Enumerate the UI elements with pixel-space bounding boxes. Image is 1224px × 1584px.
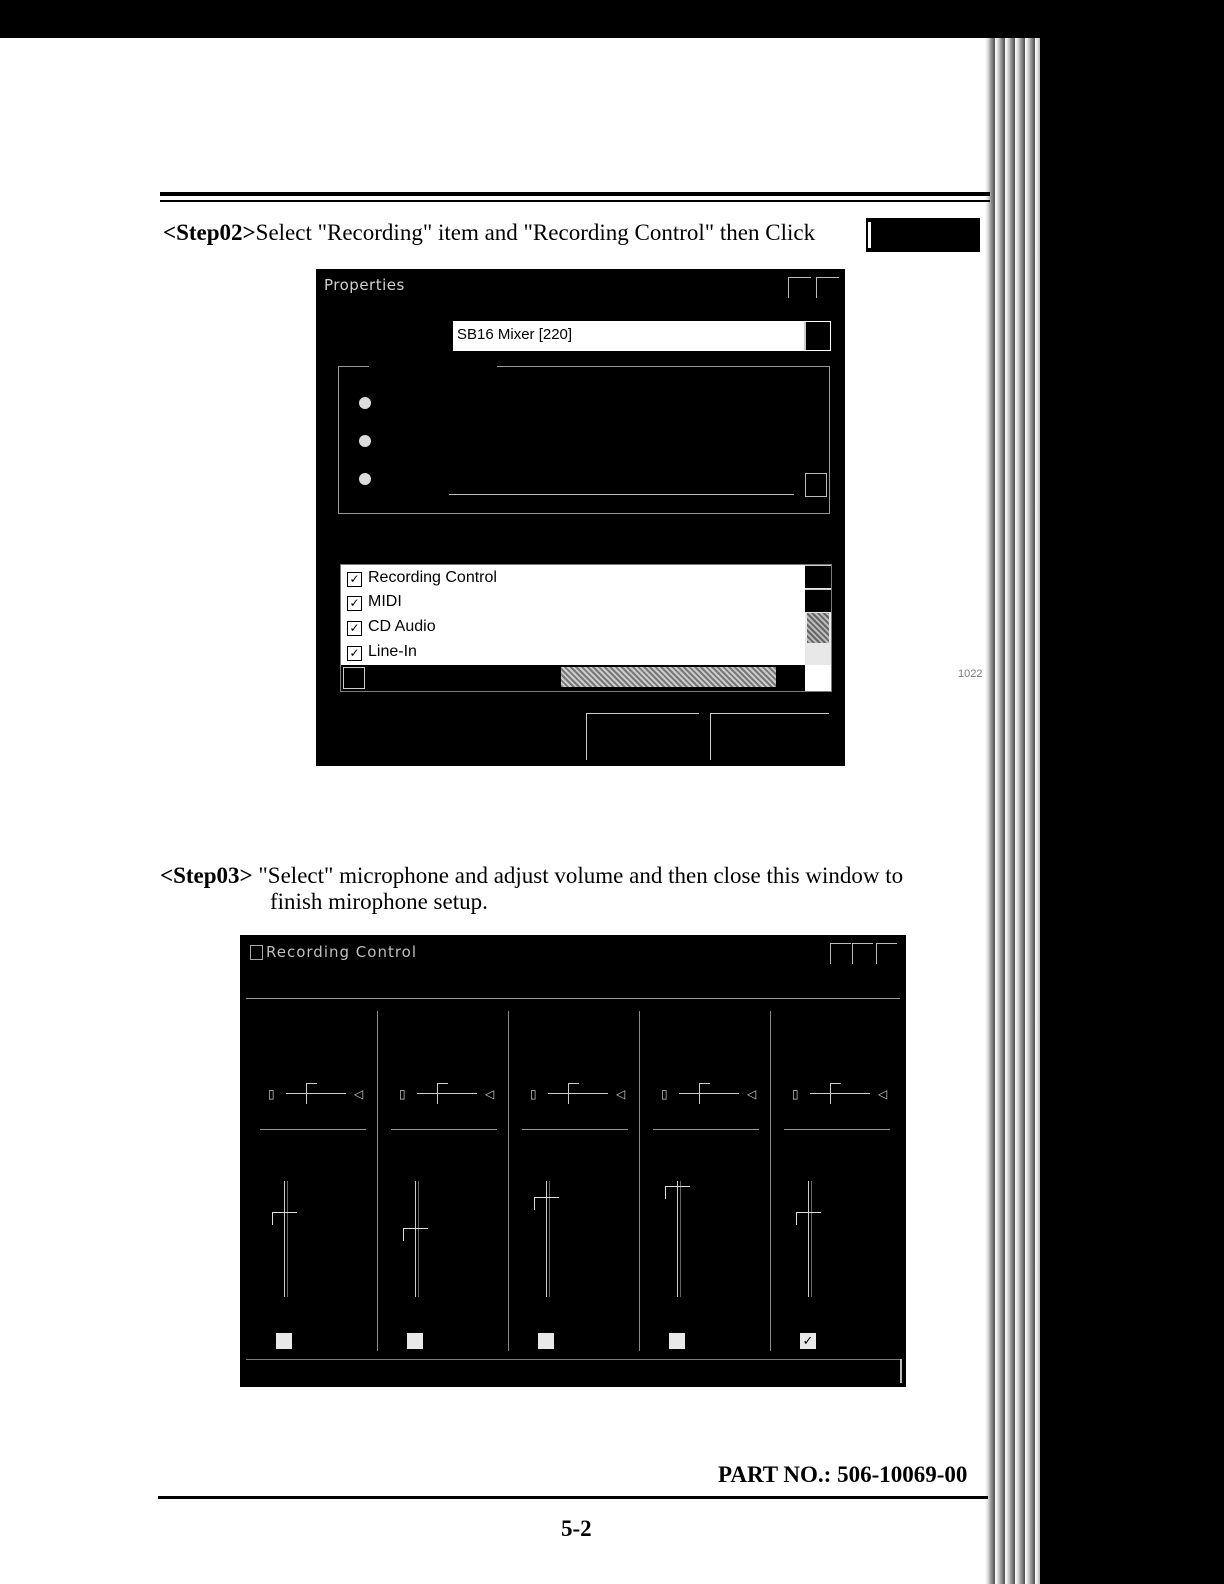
balance-separator (522, 1129, 628, 1130)
recording-control-window (240, 935, 906, 1387)
volume-thumb[interactable] (272, 1212, 297, 1225)
scan-right-border (1040, 38, 1224, 1584)
select-checkbox[interactable] (276, 1333, 292, 1349)
speaker-left-icon: ▯ (268, 1087, 275, 1101)
resize-grip[interactable] (900, 1359, 902, 1383)
minimize-button[interactable] (830, 943, 851, 964)
footer-rule (158, 1496, 988, 1499)
speaker-left-icon: ▯ (792, 1087, 799, 1101)
help-button[interactable] (788, 277, 811, 298)
volume-thumb[interactable] (665, 1186, 690, 1199)
balance-slider[interactable] (792, 1083, 888, 1103)
step02-text: Select "Recording" item and "Recording Control" then Click (255, 220, 816, 245)
select-checkbox[interactable] (538, 1333, 554, 1349)
speaker-left-icon: ▯ (399, 1087, 406, 1101)
properties-dialog-title: Properties (324, 276, 405, 294)
checkbox-cd-audio[interactable]: ✓ (347, 621, 362, 636)
channel-strip (516, 1011, 634, 1351)
channel-separator (639, 1011, 640, 1351)
speaker-left-icon: ▯ (530, 1087, 537, 1101)
balance-slider[interactable] (399, 1083, 495, 1103)
channel-strip (385, 1011, 503, 1351)
page-number: 5-2 (561, 1516, 592, 1541)
balance-slider[interactable] (268, 1083, 364, 1103)
channel-strip (647, 1011, 765, 1351)
volume-thumb[interactable] (534, 1197, 559, 1210)
list-item-label: Line-In (368, 643, 417, 660)
volume-track[interactable] (808, 1181, 809, 1297)
checkbox-midi[interactable]: ✓ (347, 596, 362, 611)
cancel-button[interactable] (710, 713, 829, 760)
balance-slider[interactable] (530, 1083, 626, 1103)
step02-label: <Step02> (163, 220, 256, 245)
list-horizontal-scrollbar[interactable] (341, 665, 805, 691)
channel-separator (770, 1011, 771, 1351)
balance-thumb[interactable] (568, 1083, 579, 1104)
balance-slider[interactable] (661, 1083, 757, 1103)
channel-separator (377, 1011, 378, 1351)
other-dropdown-button[interactable] (805, 473, 827, 497)
mixer-device-value: SB16 Mixer [220] (457, 326, 573, 343)
balance-separator (260, 1129, 366, 1130)
checkbox-recording-control[interactable]: ✓ (347, 572, 362, 587)
status-bar-separator (246, 1359, 900, 1360)
speaker-right-icon: ◁ (485, 1087, 495, 1101)
step02-button-image (866, 218, 980, 252)
channel-separator (508, 1011, 509, 1351)
scan-edge-shadow (985, 38, 1045, 1584)
radio-playback[interactable] (359, 397, 371, 409)
list-item[interactable] (347, 569, 497, 587)
list-item-label: CD Audio (368, 618, 436, 635)
step03-text-line2: finish mirophone setup. (270, 889, 488, 914)
volume-track-shadow (811, 1181, 812, 1297)
speaker-right-icon: ◁ (747, 1087, 757, 1101)
balance-thumb[interactable] (830, 1083, 841, 1104)
radio-recording[interactable] (359, 435, 371, 447)
scroll-down-button[interactable] (805, 589, 831, 612)
step03-label: <Step03> (160, 863, 253, 888)
radio-other[interactable] (359, 473, 371, 485)
scroll-up-button[interactable] (805, 565, 831, 588)
ok-button[interactable] (586, 713, 699, 760)
close-button[interactable] (816, 277, 839, 298)
checkbox-line-in[interactable]: ✓ (347, 646, 362, 661)
recording-control-title: Recording Control (266, 943, 418, 961)
speaker-right-icon: ◁ (354, 1087, 364, 1101)
scan-top-border (0, 0, 1224, 38)
speaker-left-icon: ▯ (661, 1087, 668, 1101)
volume-track[interactable] (284, 1181, 285, 1297)
scroll-left-button[interactable] (343, 667, 365, 689)
balance-separator (653, 1129, 759, 1130)
balance-thumb[interactable] (306, 1083, 317, 1104)
maximize-button[interactable] (852, 943, 873, 964)
step02-button-edge (868, 222, 871, 248)
mixer-device-select[interactable] (452, 320, 832, 352)
step03-instruction (160, 862, 903, 889)
balance-separator (784, 1129, 890, 1130)
volume-controls-list (340, 564, 832, 692)
chevron-down-icon[interactable] (804, 322, 830, 350)
other-select-line (449, 494, 794, 495)
list-vertical-scrollbar[interactable] (805, 565, 831, 665)
list-item[interactable] (347, 593, 402, 611)
speaker-right-icon: ◁ (616, 1087, 626, 1101)
balance-thumb[interactable] (699, 1083, 710, 1104)
step03-text-line1: "Select" microphone and adjust volume and then close this window to (258, 863, 904, 888)
channel-strip (778, 1011, 896, 1351)
properties-dialog (316, 269, 845, 766)
list-item[interactable] (347, 643, 417, 661)
step03-instruction-cont (270, 888, 488, 915)
list-item[interactable] (347, 618, 436, 636)
speaker-right-icon: ◁ (878, 1087, 888, 1101)
scroll-thumb[interactable] (807, 613, 829, 643)
list-item-label: MIDI (368, 593, 402, 610)
select-checkbox[interactable] (407, 1333, 423, 1349)
horizontal-scroll-thumb[interactable] (561, 667, 776, 687)
close-button[interactable] (876, 943, 897, 964)
volume-thumb[interactable] (403, 1228, 428, 1241)
select-checkbox[interactable]: ✓ (800, 1333, 816, 1349)
volume-track-shadow (287, 1181, 288, 1297)
volume-thumb[interactable] (796, 1212, 821, 1225)
step02-instruction (163, 219, 815, 246)
margin-note: 1022 (958, 668, 983, 680)
menu-bar-separator (246, 998, 900, 999)
select-checkbox[interactable] (669, 1333, 685, 1349)
channel-strip (254, 1011, 372, 1351)
header-rule-thin (160, 200, 990, 202)
header-rule (160, 192, 990, 196)
mixer-app-icon (250, 945, 263, 960)
part-number: PART NO.: 506-10069-00 (718, 1462, 968, 1487)
list-item-label: Recording Control (368, 569, 497, 586)
balance-thumb[interactable] (437, 1083, 448, 1104)
adjust-volume-group (338, 366, 830, 514)
group-caption-gap (369, 364, 497, 370)
balance-separator (391, 1129, 497, 1130)
